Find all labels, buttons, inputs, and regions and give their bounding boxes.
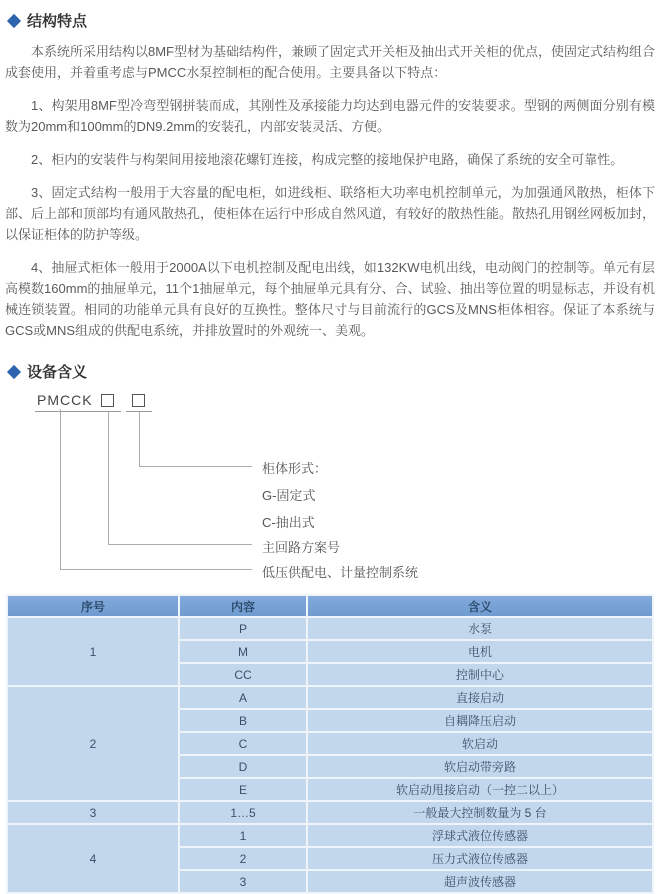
meaning-cell: 软启动 bbox=[307, 732, 653, 755]
content-cell: 3 bbox=[179, 870, 307, 893]
meaning-cell: 软启动带旁路 bbox=[307, 755, 653, 778]
label-drawout-type: C-抽出式 bbox=[262, 515, 315, 530]
label-cabinet-form: 柜体形式： bbox=[262, 461, 328, 476]
label-fixed-type: G-固定式 bbox=[262, 488, 316, 503]
content-cell: A bbox=[179, 686, 307, 709]
table-row bbox=[7, 801, 653, 824]
content-cell: 2 bbox=[179, 847, 307, 870]
paragraph-intro: 本系统所采用结构以8MF型材为基础结构件，兼顾了固定式开关柜及抽出式开关柜的优点，使固定式结构组合成套使用，并着重考虑与PMCC水泵控制柜的配合使用。主要具备以下特点： bbox=[5, 44, 656, 80]
meaning-cell: 超声波传感器 bbox=[307, 870, 653, 893]
connector-line bbox=[139, 466, 252, 467]
diamond-icon bbox=[7, 13, 21, 27]
meaning-cell: 压力式液位传感器 bbox=[307, 847, 653, 870]
meaning-cell: 电机 bbox=[307, 640, 653, 663]
content-cell: P bbox=[179, 617, 307, 640]
table-row bbox=[7, 617, 653, 640]
table-row bbox=[7, 686, 653, 709]
group-no-cell: 1 bbox=[7, 617, 179, 686]
model-code-text: PMCCK bbox=[35, 392, 95, 412]
label-main-circuit: 主回路方案号 bbox=[262, 540, 341, 555]
section-title: 结构特点 bbox=[27, 13, 88, 30]
group-no-cell: 2 bbox=[7, 686, 179, 801]
content-cell: CC bbox=[179, 663, 307, 686]
table-row bbox=[7, 824, 653, 847]
connector-line bbox=[60, 569, 252, 570]
meaning-cell: 浮球式液位传感器 bbox=[307, 824, 653, 847]
placeholder-box-scheme bbox=[101, 394, 114, 407]
meaning-cell: 控制中心 bbox=[307, 663, 653, 686]
meaning-cell: 软启动甩接启动（一控二以上） bbox=[307, 778, 653, 801]
connector-line bbox=[60, 409, 61, 569]
content-cell: 1…5 bbox=[179, 801, 307, 824]
meaning-cell: 一般最大控制数量为 5 台 bbox=[307, 801, 653, 824]
section-heading-features bbox=[7, 10, 655, 31]
column-header-content: 内容 bbox=[179, 595, 307, 617]
connector-line bbox=[108, 544, 252, 545]
content-cell: M bbox=[179, 640, 307, 663]
paragraph-point-3: 3、固定式结构一般用于大容量的配电柜，如进线柜、联络柜大功率电机控制单元，为加强通风散热，柜体下部、后上部和顶部均有通风散热孔，使柜体在运行中形成自然风道，有较好的散热性能。散热孔用钢丝网板加封，以保证柜体的防护等级。 bbox=[5, 185, 656, 242]
meaning-cell: 直接启动 bbox=[307, 686, 653, 709]
column-header-meaning: 含义 bbox=[307, 595, 653, 617]
meaning-cell: 自耦降压启动 bbox=[307, 709, 653, 732]
meaning-cell: 水泵 bbox=[307, 617, 653, 640]
paragraph-point-1: 1、构架用8MF型冷弯型钢拼装而成，其刚性及承接能力均达到电器元件的安装要求。型钢的两侧面分别有模数为20mm和100mm的DN9.2mm的安装孔，内部安装灵活、方便。 bbox=[5, 98, 655, 134]
connector-line bbox=[139, 412, 140, 466]
content-cell: B bbox=[179, 709, 307, 732]
section-heading-meaning bbox=[7, 361, 655, 382]
content-cell: E bbox=[179, 778, 307, 801]
section-title: 设备含义 bbox=[27, 364, 88, 381]
meaning-table bbox=[6, 594, 654, 894]
group-no-cell: 3 bbox=[7, 801, 179, 824]
content-cell: 1 bbox=[179, 824, 307, 847]
connector-line bbox=[108, 412, 109, 544]
column-header-no: 序号 bbox=[7, 595, 179, 617]
table-header-row bbox=[7, 595, 653, 617]
paragraph-point-4: 4、抽屉式柜体一般用于2000A以下电机控制及配电出线，如132KW电机出线，电动阀门的控制等。单元有层高模数160mm的抽屉单元，11个1抽屉单元，每个抽屉单元具有分、合、试验、抽出等位置的明显标志，并设有机械连锁装置。相同的功能单元具有良好的互换性。整体尺寸与目前流行的GCS及MNS柜体相容。保证了本系统与GCS或MNS组成的供配电系统，并排放置时的外观统一、美观。 bbox=[5, 260, 655, 338]
placeholder-box-form bbox=[132, 394, 145, 407]
paragraph-point-2: 2、柜内的安装件与构架间用接地滚花螺钉连接，构成完整的接地保护电路，确保了系统的安全可靠性。 bbox=[31, 152, 624, 167]
content-cell: C bbox=[179, 732, 307, 755]
model-code-diagram bbox=[5, 392, 655, 594]
label-system: 低压供配电、计量控制系统 bbox=[262, 565, 419, 580]
content-cell: D bbox=[179, 755, 307, 778]
group-no-cell: 4 bbox=[7, 824, 179, 893]
diamond-icon bbox=[7, 364, 21, 378]
